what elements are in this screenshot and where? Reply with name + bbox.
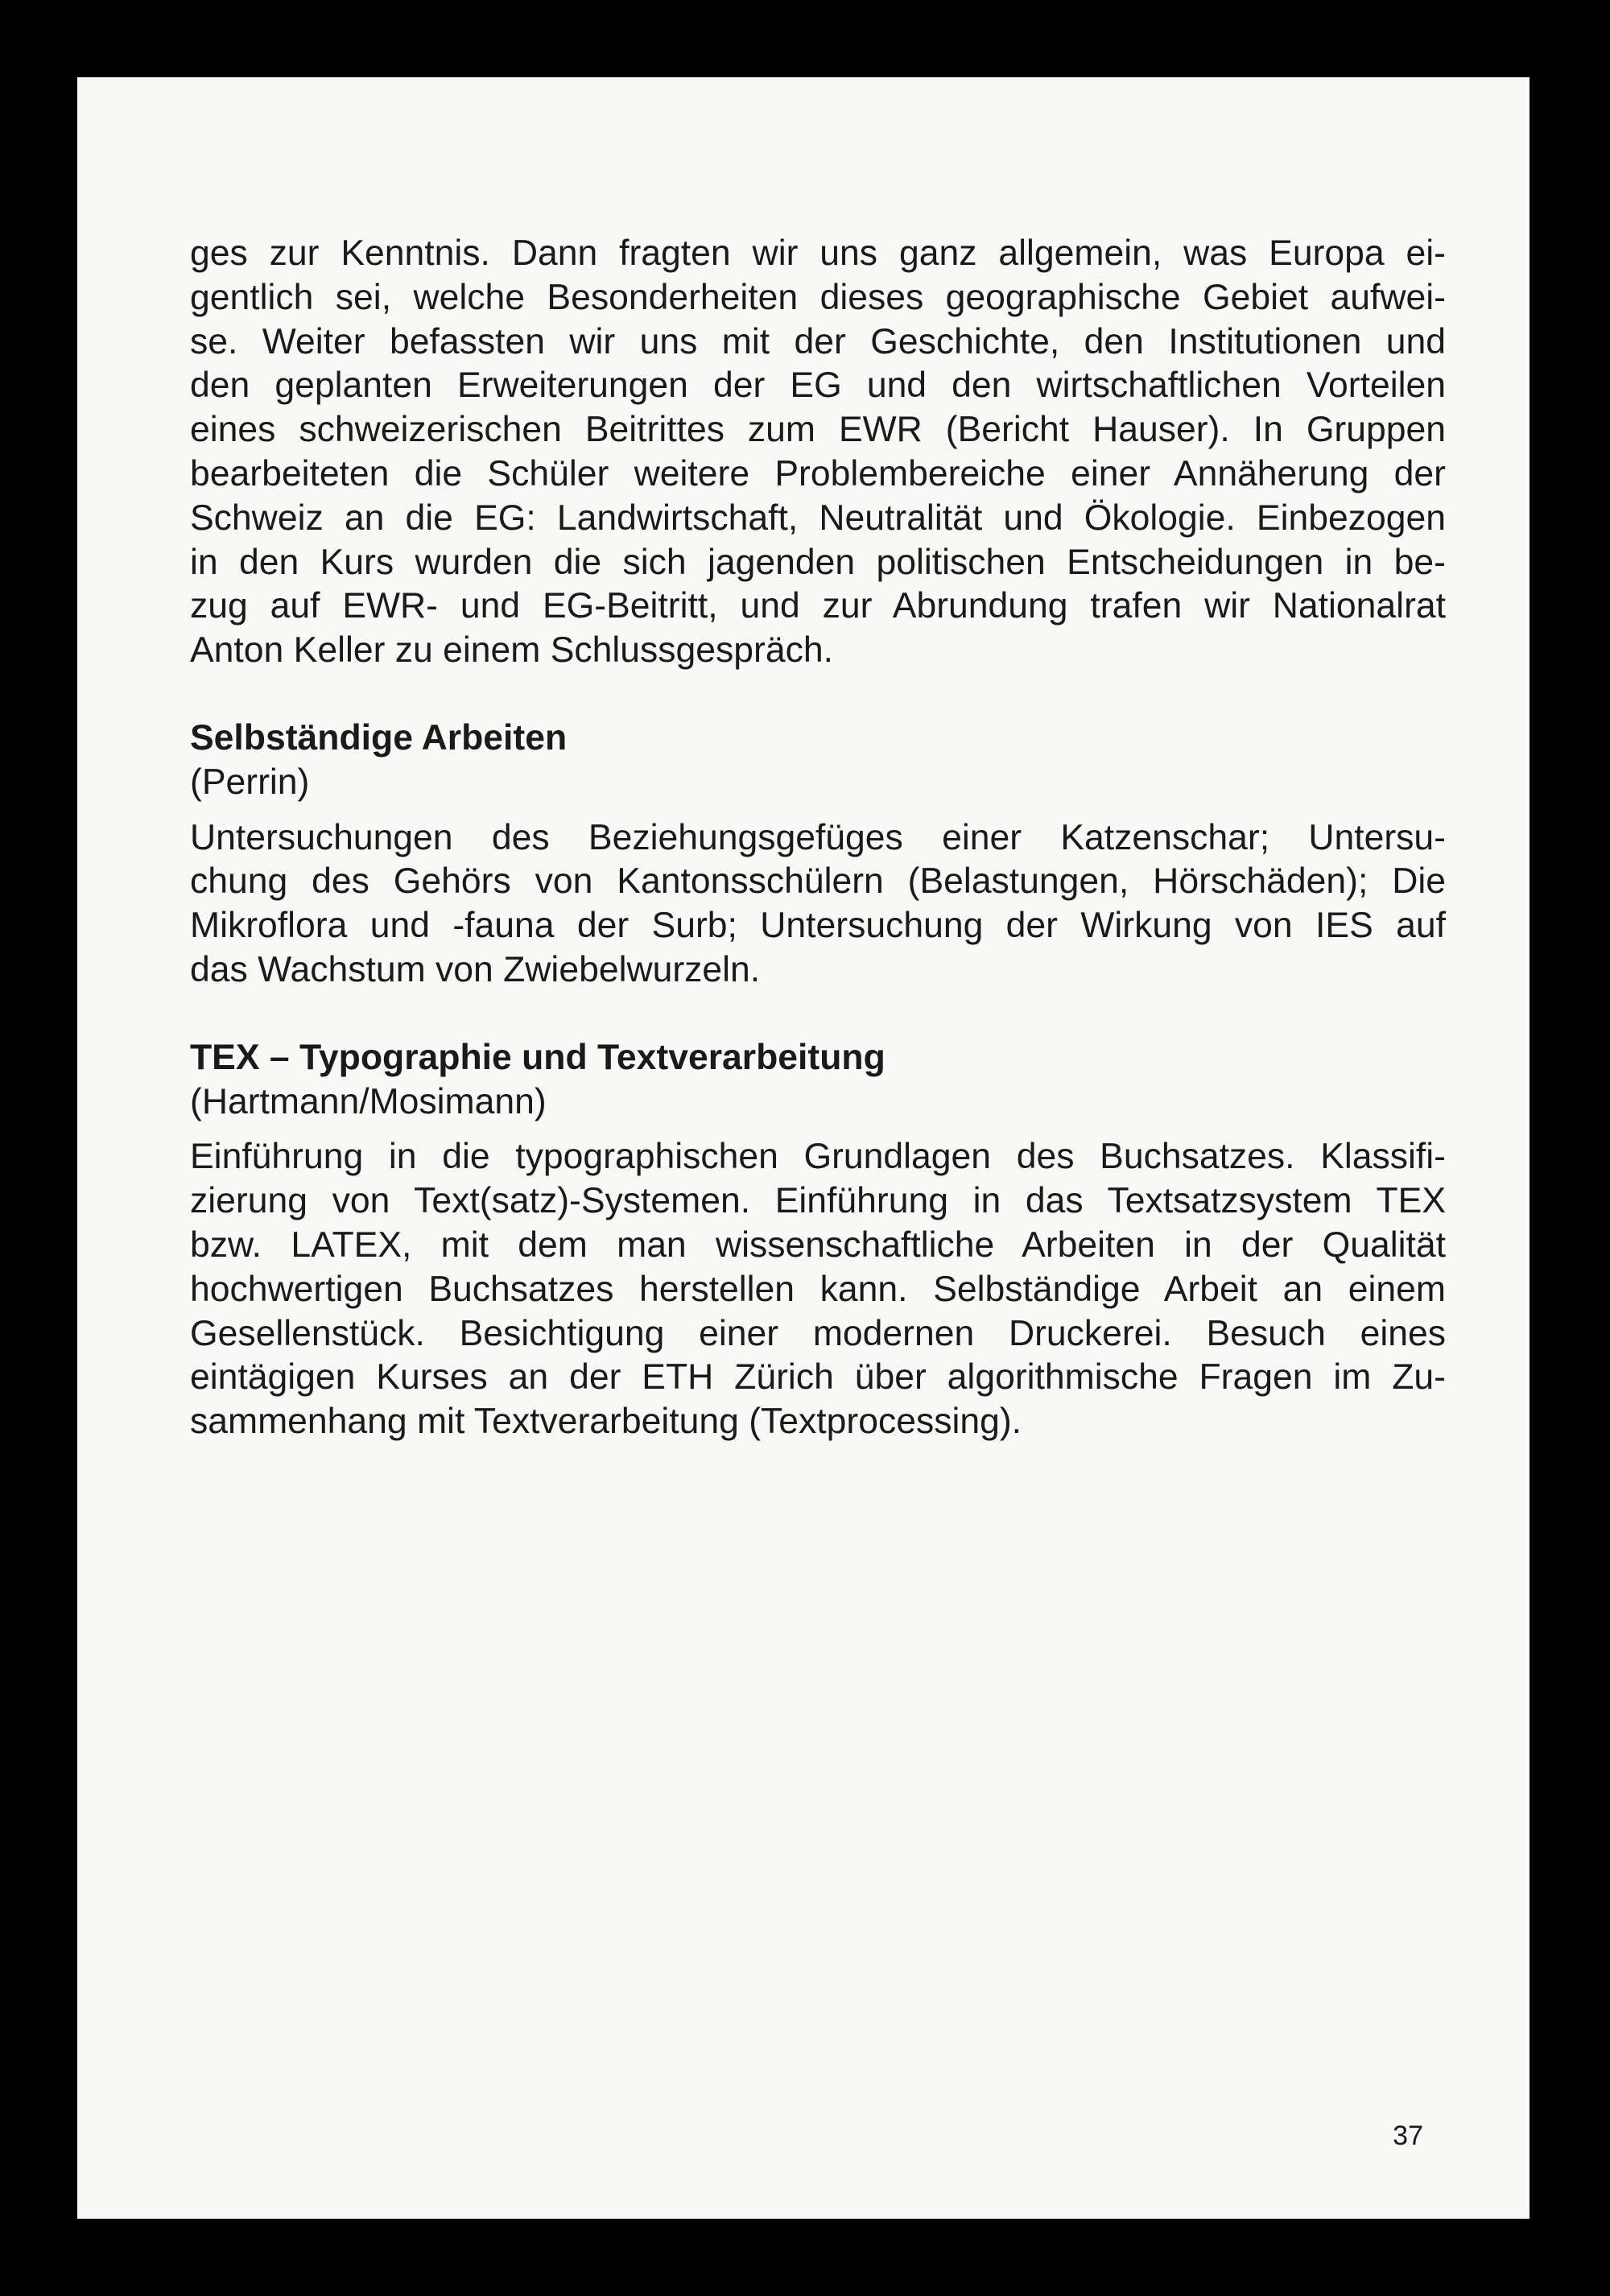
section-author-hartmann-mosimann: (Hartmann/Mosimann) (190, 1081, 547, 1121)
section-heading-selbstaendige-arbeiten: Selbständige Arbeiten (190, 717, 568, 758)
section1-line: Untersuchungen des Beziehungsgefüges einer Katzenschar; Untersu- (190, 817, 1446, 857)
intro-paragraph (190, 232, 1446, 673)
intro-line: se. Weiter befassten wir uns mit der Geschichte, den Institutionen und (190, 321, 1446, 361)
intro-line: den geplanten Erweiterungen der EG und den wirtschaftlichen Vorteilen (190, 365, 1446, 406)
intro-line: in den Kurs wurden die sich jagenden politischen Entscheidungen in be- (190, 542, 1446, 582)
section1-line: chung des Gehörs von Kantonsschülern (Belastungen, Hörschäden); Die (190, 861, 1446, 902)
section2-line: zierung von Text(satz)-Systemen. Einführung in das Textsatzsystem TEX (190, 1181, 1446, 1221)
section2-line: Einführung in die typographischen Grundlagen des Buchsatzes. Klassifi- (190, 1137, 1446, 1177)
section2-line: sammenhang mit Textverarbeitung (Textprocessing). (190, 1402, 1022, 1442)
section2-line: bzw. LATEX, mit dem man wissenschaftliche Arbeiten in der Qualität (190, 1224, 1446, 1265)
intro-line: bearbeiteten die Schüler weitere Problembereiche einer Annäherung der (190, 453, 1446, 493)
section-author-perrin: (Perrin) (190, 762, 310, 802)
section-paragraph-selbstaendige-arbeiten (190, 816, 1446, 993)
section2-line: eintägigen Kurses an der ETH Zürich über algorithmische Fragen im Zu- (190, 1357, 1446, 1398)
section1-line: Mikroflora und -fauna der Surb; Untersuchung der Wirkung von IES auf (190, 906, 1446, 946)
page-number: 37 (1393, 2120, 1423, 2151)
intro-line: zug auf EWR- und EG-Beitritt, und zur Abrundung trafen wir Nationalrat (190, 586, 1446, 626)
document-page (77, 77, 1530, 2219)
section2-line: hochwertigen Buchsatzes herstellen kann. Selbständige Arbeit an einem (190, 1269, 1446, 1309)
intro-line: gentlich sei, welche Besonderheiten dieses geographische Gebiet aufwei- (190, 277, 1446, 317)
intro-line: eines schweizerischen Beitrittes zum EWR (Bericht Hauser). In Gruppen (190, 410, 1446, 450)
section1-line: das Wachstum von Zwiebelwurzeln. (190, 949, 761, 989)
section-paragraph-tex (190, 1135, 1446, 1444)
section2-line: Gesellenstück. Besichtigung einer modernen Druckerei. Besuch eines (190, 1313, 1446, 1353)
intro-line: Anton Keller zu einem Schlussgespräch. (190, 630, 833, 671)
page-content (190, 232, 1446, 1444)
intro-line: Schweiz an die EG: Landwirtschaft, Neutralität und Ökologie. Einbezogen (190, 498, 1446, 538)
intro-line: ges zur Kenntnis. Dann fragten wir uns ganz allgemein, was Europa ei- (190, 233, 1446, 273)
section-heading-tex: TEX – Typographie und Textverarbeitung (190, 1037, 886, 1077)
